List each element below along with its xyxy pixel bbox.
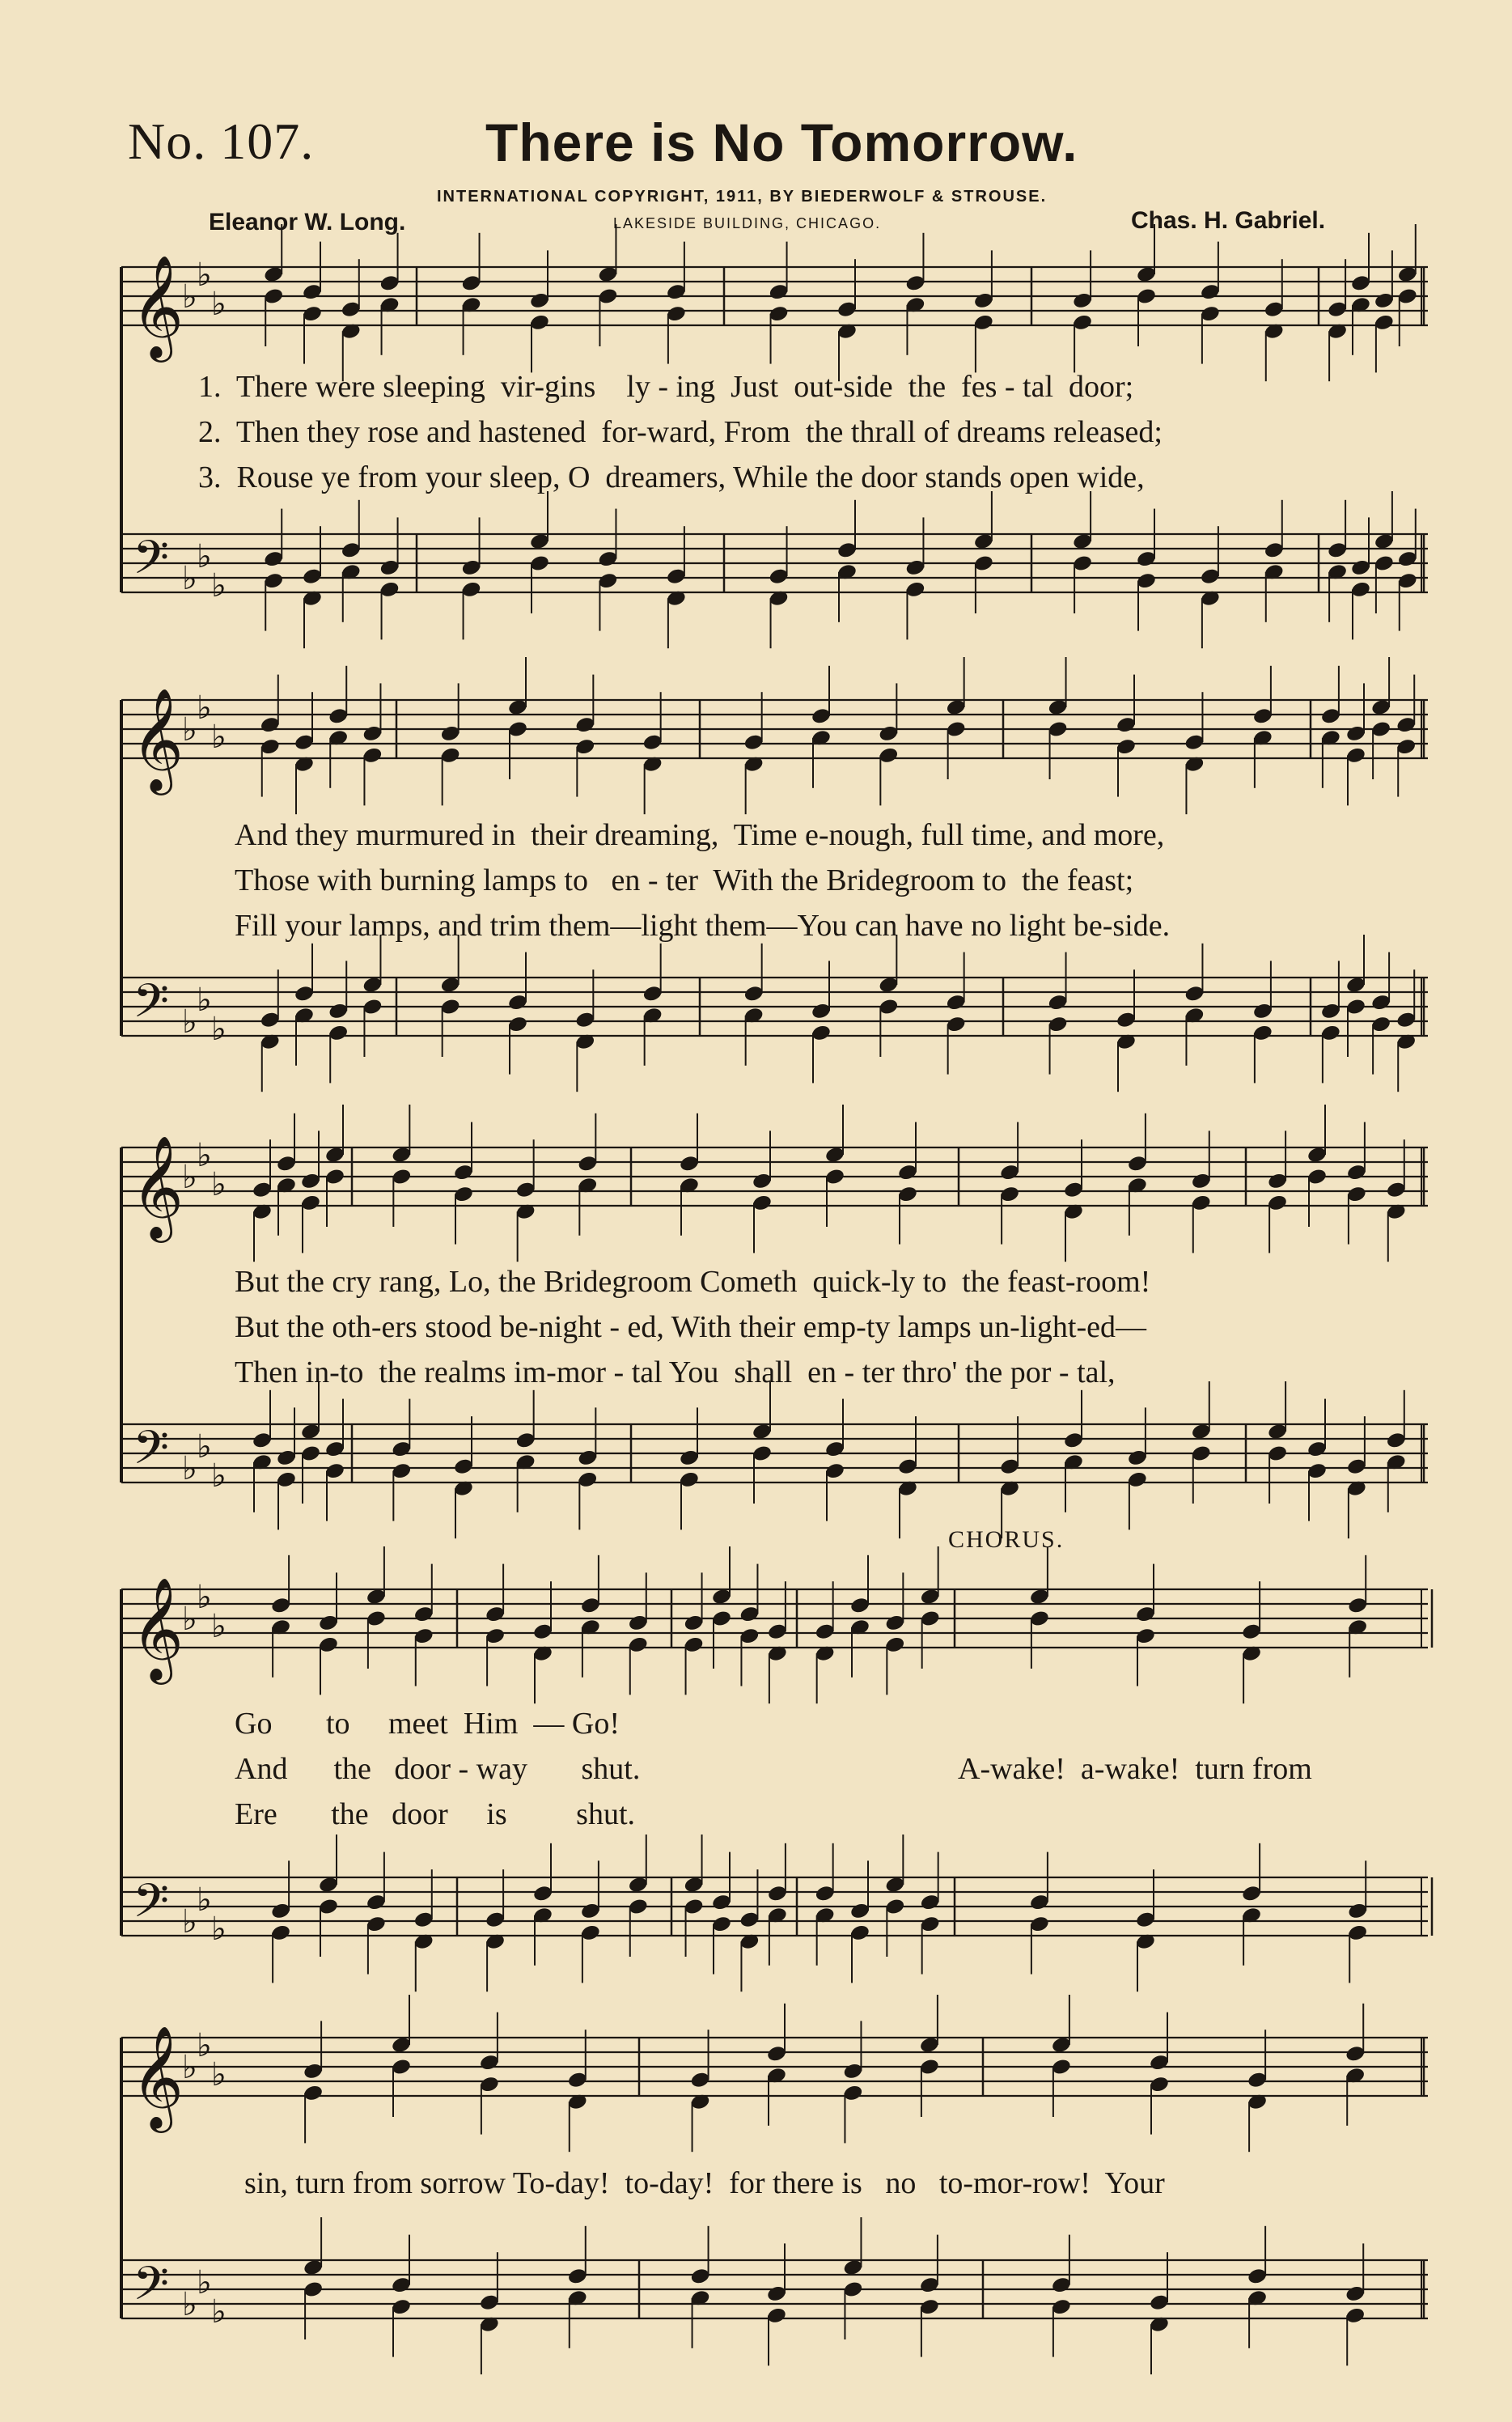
flat-icon: ♭ (197, 538, 212, 575)
flat-icon: ♭ (182, 2286, 197, 2323)
treble-clef-icon: 𝄞 (131, 1135, 184, 1238)
flat-icon: ♭ (211, 567, 227, 604)
flat-icon: ♭ (197, 1137, 212, 1174)
bass-clef-icon: 𝄢 (133, 973, 170, 1040)
flat-icon: ♭ (182, 1003, 197, 1041)
flat-icon: ♭ (197, 2027, 212, 2064)
flat-icon: ♭ (211, 1457, 227, 1495)
verse-1-line-4: Go to meet Him — Go! (235, 1707, 620, 1741)
verse-2-line-4: And the door - way shut. (235, 1752, 641, 1786)
flat-icon: ♭ (182, 711, 197, 749)
treble-clef-icon: 𝄞 (131, 687, 184, 791)
flat-icon: ♭ (182, 278, 197, 316)
verse-2-line-3: But the oth-ers stood be-night - ed, With their emp-ty lamps un-light-ed— (235, 1310, 1147, 1344)
publisher-address: LAKESIDE BUILDING, CHICAGO. (613, 215, 882, 231)
flat-icon: ♭ (197, 1428, 212, 1466)
treble-clef-icon: 𝄞 (131, 1576, 184, 1680)
chorus-label: CHORUS. (948, 1526, 1065, 1553)
verse-1-line-2: And they murmured in their dreaming, Time e-nough, full time, and more, (235, 818, 1165, 852)
flat-icon: ♭ (211, 2056, 227, 2093)
verse-2-line-2: Those with burning lamps to en - ter With the Bridegroom to the feast; (235, 863, 1134, 897)
verse-3-line-2: Fill your lamps, and trim them—light them—You can have no light be-side. (235, 909, 1171, 943)
chorus-line-1: A-wake! a-wake! turn from (958, 1752, 1312, 1786)
flat-icon: ♭ (211, 2293, 227, 2331)
flat-icon: ♭ (182, 2049, 197, 2086)
treble-clef-icon: 𝄞 (131, 2025, 184, 2128)
flat-icon: ♭ (211, 1011, 227, 1048)
flat-icon: ♭ (211, 1608, 227, 1645)
flat-icon: ♭ (197, 689, 212, 727)
bass-clef-icon: 𝄢 (133, 530, 170, 596)
hymn-number: No. 107. (128, 112, 315, 170)
hymn-title: There is No Tomorrow. (485, 112, 1078, 172)
flat-icon: ♭ (211, 719, 227, 756)
flat-icon: ♭ (211, 1911, 227, 1948)
bass-clef-icon: 𝄢 (133, 1873, 170, 1940)
treble-clef-icon: 𝄞 (131, 254, 184, 358)
flat-icon: ♭ (182, 1450, 197, 1487)
flat-icon: ♭ (211, 1166, 227, 1203)
flat-icon: ♭ (197, 257, 212, 294)
flat-icon: ♭ (182, 560, 197, 597)
flat-icon: ♭ (197, 982, 212, 1019)
bass-clef-icon: 𝄢 (133, 2256, 170, 2322)
bass-clef-icon: 𝄢 (133, 1420, 170, 1487)
flat-icon: ♭ (182, 1159, 197, 1196)
flat-icon: ♭ (197, 1579, 212, 1616)
verse-1-line-3: But the cry rang, Lo, the Bridegroom Cometh quick-ly to the feast-room! (235, 1265, 1151, 1299)
flat-icon: ♭ (211, 286, 227, 323)
flat-icon: ♭ (182, 1903, 197, 1941)
flat-icon: ♭ (182, 1601, 197, 1638)
lyricist-credit: Eleanor W. Long. (209, 209, 406, 235)
verse-3-line-1: 3. Rouse ye from your sleep, O dreamers, While the door stands open wide, (198, 460, 1145, 494)
copyright-notice: INTERNATIONAL COPYRIGHT, 1911, BY BIEDERWOLF & STROUSE. (437, 188, 1048, 206)
flat-icon: ♭ (197, 2264, 212, 2301)
composer-credit: Chas. H. Gabriel. (1131, 207, 1326, 234)
chorus-line-2: sin, turn from sorrow To-day! to-day! for there is no to-mor-row! Your (244, 2166, 1165, 2200)
verse-3-line-4: Ere the door is shut. (235, 1797, 636, 1831)
verse-2-line-1: 2. Then they rose and hastened for-ward, From the thrall of dreams released; (198, 415, 1163, 449)
verse-3-line-3: Then in-to the realms im-mor - tal You shall en - ter thro' the por - tal, (235, 1355, 1116, 1389)
flat-icon: ♭ (197, 1881, 212, 1919)
verse-1-line-1: 1. There were sleeping vir-gins ly - ing Just out-side the fes - tal door; (198, 370, 1134, 404)
